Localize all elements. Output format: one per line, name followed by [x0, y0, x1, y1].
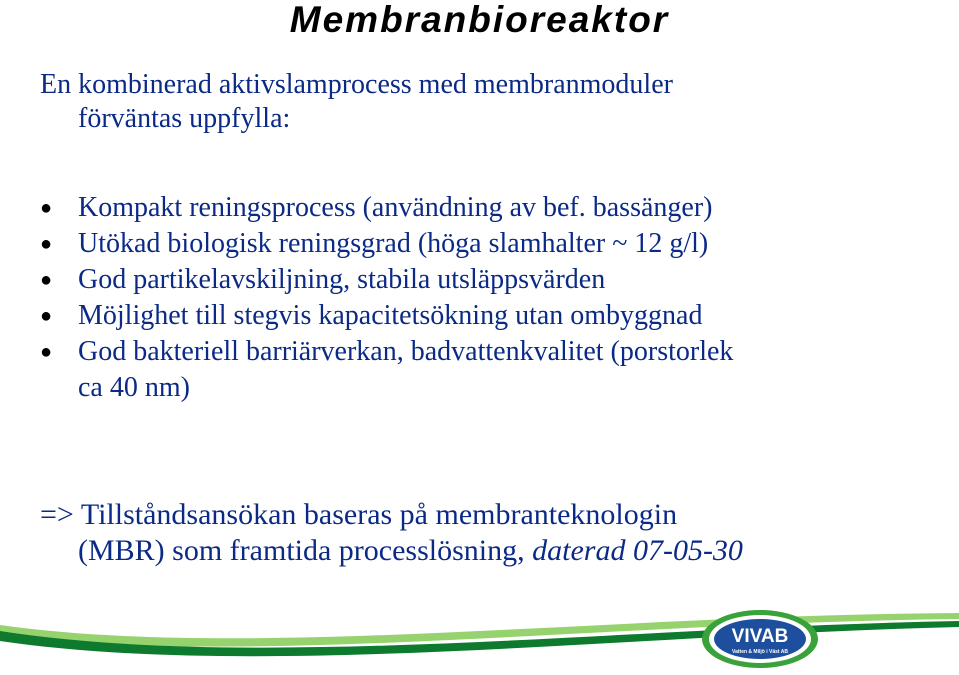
bullet-item	[40, 298, 955, 334]
conclusion-arrow: =>	[40, 498, 74, 531]
bullet-text: God partikelavskiljning, stabila utsläppsvärden	[78, 264, 606, 295]
intro-paragraph	[40, 68, 920, 136]
bullet-text: Möjlighet till stegvis kapacitetsökning utan ombyggnad	[78, 300, 703, 331]
conclusion-line-1	[40, 497, 950, 533]
svg-text:Vatten & Miljö i Väst AB: Vatten & Miljö i Väst AB	[732, 649, 788, 655]
bullet-dot-icon: ●	[40, 197, 53, 219]
bullet-item	[40, 226, 955, 262]
bullet-item	[40, 334, 955, 406]
bullet-text: Kompakt reningsprocess (användning av bef. bassänger)	[78, 192, 713, 223]
bullet-text: God bakteriell barriärverkan, badvattenkvalitet (porstorlek	[78, 336, 734, 367]
bullet-item	[40, 190, 955, 226]
bullet-dot-icon: ●	[40, 305, 53, 327]
bullet-item	[40, 262, 955, 298]
slide-title: Membranbioreaktor	[289, 0, 670, 40]
bullet-dot-icon: ●	[40, 269, 53, 291]
bullet-continuation: ca 40 nm)	[78, 372, 190, 403]
bullet-dot-icon: ●	[40, 341, 53, 363]
bullet-text: Utökad biologisk reningsgrad (höga slamhalter ~ 12 g/l)	[78, 228, 709, 259]
intro-line-2: förväntas uppfylla:	[78, 103, 291, 134]
intro-line-1: En kombinerad aktivslamprocess med membranmoduler	[40, 69, 673, 100]
conclusion-date: daterad 07-05-30	[532, 534, 743, 567]
bullet-dot-icon: ●	[40, 233, 53, 255]
conclusion-statement	[40, 497, 950, 569]
bullet-list	[40, 190, 955, 406]
conclusion-text-1: Tillståndsansökan baseras på membranteknologin	[80, 498, 678, 531]
conclusion-line-2	[40, 533, 950, 569]
svg-text:VIVAB: VIVAB	[731, 626, 789, 647]
conclusion-text-2: (MBR) som framtida processlösning,	[78, 534, 525, 567]
vivab-logo	[700, 608, 820, 670]
